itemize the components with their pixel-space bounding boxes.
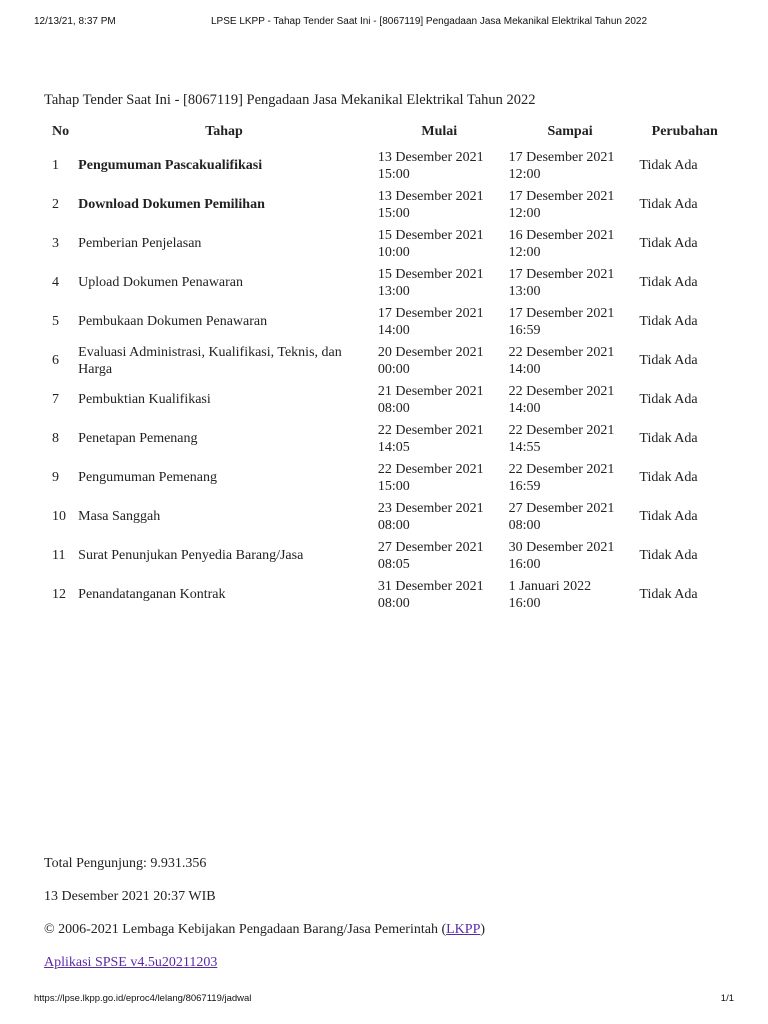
cell-mulai-time: 13:00 (377, 283, 410, 299)
cell-sampai-date: 27 Desember 2021 (508, 500, 615, 516)
cell-sampai-date: 22 Desember 2021 (508, 344, 615, 360)
cell-mulai (374, 302, 505, 341)
table-row (44, 458, 734, 497)
cell-sampai-time: 14:00 (508, 361, 541, 377)
cell-sampai (505, 185, 636, 224)
cell-sampai (505, 224, 636, 263)
print-title: LPSE LKPP - Tahap Tender Saat Ini - [8067119] Pengadaan Jasa Mekanikal Elektrikal Tahun 2022 (210, 16, 648, 27)
cell-tahap: Pembukaan Dokumen Penawaran (78, 314, 268, 329)
table-row (44, 497, 734, 536)
cell-mulai (374, 224, 505, 263)
cell-mulai-date: 13 Desember 2021 (377, 188, 484, 204)
cell-sampai-time: 12:00 (508, 205, 541, 221)
cell-sampai (505, 419, 636, 458)
cell-perubahan: Tidak Ada (639, 509, 698, 524)
cell-sampai (505, 263, 636, 302)
cell-sampai (505, 302, 636, 341)
cell-perubahan: Tidak Ada (639, 431, 698, 446)
cell-sampai-time: 12:00 (508, 244, 541, 260)
cell-sampai (505, 380, 636, 419)
cell-no: 7 (52, 392, 59, 407)
cell-sampai-date: 22 Desember 2021 (508, 422, 615, 438)
table-row (44, 536, 734, 575)
header-tahap: Tahap (205, 124, 243, 139)
cell-mulai-time: 08:00 (377, 400, 410, 416)
cell-no: 8 (52, 431, 59, 446)
table-row (44, 224, 734, 263)
visitor-count: Total Pengunjung: 9.931.356 (44, 856, 207, 871)
cell-mulai-date: 31 Desember 2021 (377, 578, 484, 594)
lkpp-link[interactable]: LKPP (446, 922, 481, 937)
cell-tahap: Download Dokumen Pemilihan (78, 197, 265, 212)
cell-perubahan: Tidak Ada (639, 470, 698, 485)
cell-mulai-time: 08:00 (377, 595, 410, 611)
cell-no: 10 (52, 509, 66, 524)
cell-perubahan: Tidak Ada (639, 392, 698, 407)
cell-perubahan: Tidak Ada (639, 587, 698, 602)
cell-sampai (505, 341, 636, 380)
cell-sampai-time: 16:59 (508, 322, 541, 338)
cell-no: 3 (52, 236, 59, 251)
cell-sampai-date: 1 Januari 2022 (508, 578, 592, 594)
table-header-row (44, 118, 734, 146)
cell-mulai (374, 380, 505, 419)
cell-sampai (505, 497, 636, 536)
cell-perubahan: Tidak Ada (639, 314, 698, 329)
cell-mulai-time: 00:00 (377, 361, 410, 377)
cell-tahap: Pemberian Penjelasan (78, 236, 202, 251)
cell-tahap: Penandatanganan Kontrak (78, 587, 226, 602)
cell-tahap: Pengumuman Pascakualifikasi (78, 158, 263, 173)
table-row (44, 302, 734, 341)
cell-tahap: Pengumuman Pemenang (78, 470, 217, 485)
timestamp: 13 Desember 2021 20:37 WIB (44, 889, 216, 904)
page-title: Tahap Tender Saat Ini - [8067119] Pengadaan Jasa Mekanikal Elektrikal Tahun 2022 (44, 92, 536, 108)
cell-sampai-time: 12:00 (508, 166, 541, 182)
cell-sampai-time: 16:59 (508, 478, 541, 494)
cell-sampai-date: 17 Desember 2021 (508, 266, 615, 282)
cell-no: 12 (52, 587, 66, 602)
cell-perubahan: Tidak Ada (639, 275, 698, 290)
cell-tahap: Upload Dokumen Penawaran (78, 275, 244, 290)
cell-mulai-time: 10:00 (377, 244, 410, 260)
cell-mulai (374, 497, 505, 536)
header-mulai: Mulai (421, 124, 458, 139)
cell-tahap: Pembuktian Kualifikasi (78, 392, 211, 407)
table-row (44, 380, 734, 419)
cell-mulai-time: 15:00 (377, 166, 410, 182)
cell-mulai-time: 14:00 (377, 322, 410, 338)
copyright-suffix: ) (480, 922, 486, 937)
cell-sampai-time: 08:00 (508, 517, 541, 533)
copyright (44, 922, 485, 938)
cell-no: 2 (52, 197, 59, 212)
cell-mulai-date: 17 Desember 2021 (377, 305, 484, 321)
cell-no: 5 (52, 314, 59, 329)
header-no: No (52, 124, 70, 139)
print-url: https://lpse.lkpp.go.id/eproc4/lelang/8067119/jadwal (34, 993, 252, 1004)
cell-mulai (374, 146, 505, 185)
print-date: 12/13/21, 8:37 PM (34, 16, 116, 27)
app-version-link[interactable]: Aplikasi SPSE v4.5u20211203 (44, 955, 218, 970)
table-row (44, 146, 734, 185)
cell-sampai-time: 13:00 (508, 283, 541, 299)
cell-sampai-date: 17 Desember 2021 (508, 305, 615, 321)
cell-perubahan: Tidak Ada (639, 158, 698, 173)
print-footer (34, 993, 734, 1007)
cell-sampai (505, 575, 636, 614)
header-sampai: Sampai (547, 124, 593, 139)
cell-mulai-time: 15:00 (377, 205, 410, 221)
cell-mulai-date: 15 Desember 2021 (377, 227, 484, 243)
schedule-body (44, 146, 734, 614)
cell-mulai-date: 21 Desember 2021 (377, 383, 484, 399)
table-row (44, 341, 734, 380)
cell-sampai-date: 22 Desember 2021 (508, 461, 615, 477)
cell-no: 6 (52, 353, 59, 368)
cell-sampai-date: 17 Desember 2021 (508, 149, 615, 165)
cell-sampai-time: 16:00 (508, 595, 541, 611)
cell-no: 9 (52, 470, 59, 485)
cell-mulai (374, 263, 505, 302)
cell-mulai (374, 185, 505, 224)
cell-perubahan: Tidak Ada (639, 548, 698, 563)
cell-mulai-date: 23 Desember 2021 (377, 500, 484, 516)
cell-no: 11 (52, 548, 66, 563)
cell-sampai-date: 22 Desember 2021 (508, 383, 615, 399)
table-row (44, 185, 734, 224)
cell-mulai (374, 575, 505, 614)
cell-mulai (374, 458, 505, 497)
cell-sampai-time: 16:00 (508, 556, 541, 572)
schedule-table (44, 118, 734, 614)
table-row (44, 419, 734, 458)
cell-sampai-time: 14:00 (508, 400, 541, 416)
cell-mulai-date: 22 Desember 2021 (377, 461, 484, 477)
print-header (34, 16, 734, 30)
cell-mulai-date: 22 Desember 2021 (377, 422, 484, 438)
cell-sampai (505, 458, 636, 497)
cell-mulai (374, 419, 505, 458)
cell-mulai-time: 15:00 (377, 478, 410, 494)
cell-mulai-time: 08:00 (377, 517, 410, 533)
table-row (44, 575, 734, 614)
cell-no: 4 (52, 275, 59, 290)
header-perubahan: Perubahan (651, 124, 718, 139)
cell-sampai-date: 17 Desember 2021 (508, 188, 615, 204)
cell-sampai-date: 30 Desember 2021 (508, 539, 615, 555)
copyright-text: © 2006-2021 Lembaga Kebijakan Pengadaan Barang/Jasa Pemerintah ( (44, 922, 447, 937)
cell-mulai-date: 15 Desember 2021 (377, 266, 484, 282)
cell-tahap: Masa Sanggah (78, 509, 161, 524)
cell-sampai-date: 16 Desember 2021 (508, 227, 615, 243)
cell-sampai (505, 536, 636, 575)
cell-tahap: Penetapan Pemenang (78, 431, 198, 446)
cell-tahap: Surat Penunjukan Penyedia Barang/Jasa (78, 548, 304, 563)
cell-sampai-time: 14:55 (508, 439, 541, 455)
cell-mulai-date: 20 Desember 2021 (377, 344, 484, 360)
cell-perubahan: Tidak Ada (639, 197, 698, 212)
cell-mulai (374, 536, 505, 575)
cell-tahap: Evaluasi Administrasi, Kualifikasi, Teknis, dan Harga (78, 344, 342, 377)
cell-perubahan: Tidak Ada (639, 236, 698, 251)
print-page-number: 1/1 (720, 993, 734, 1004)
cell-mulai-time: 14:05 (377, 439, 410, 455)
table-row (44, 263, 734, 302)
cell-mulai-date: 13 Desember 2021 (377, 149, 484, 165)
app-version (44, 955, 217, 971)
cell-perubahan: Tidak Ada (639, 353, 698, 368)
cell-mulai (374, 341, 505, 380)
cell-mulai-time: 08:05 (377, 556, 410, 572)
cell-no: 1 (52, 158, 59, 173)
cell-mulai-date: 27 Desember 2021 (377, 539, 484, 555)
cell-sampai (505, 146, 636, 185)
